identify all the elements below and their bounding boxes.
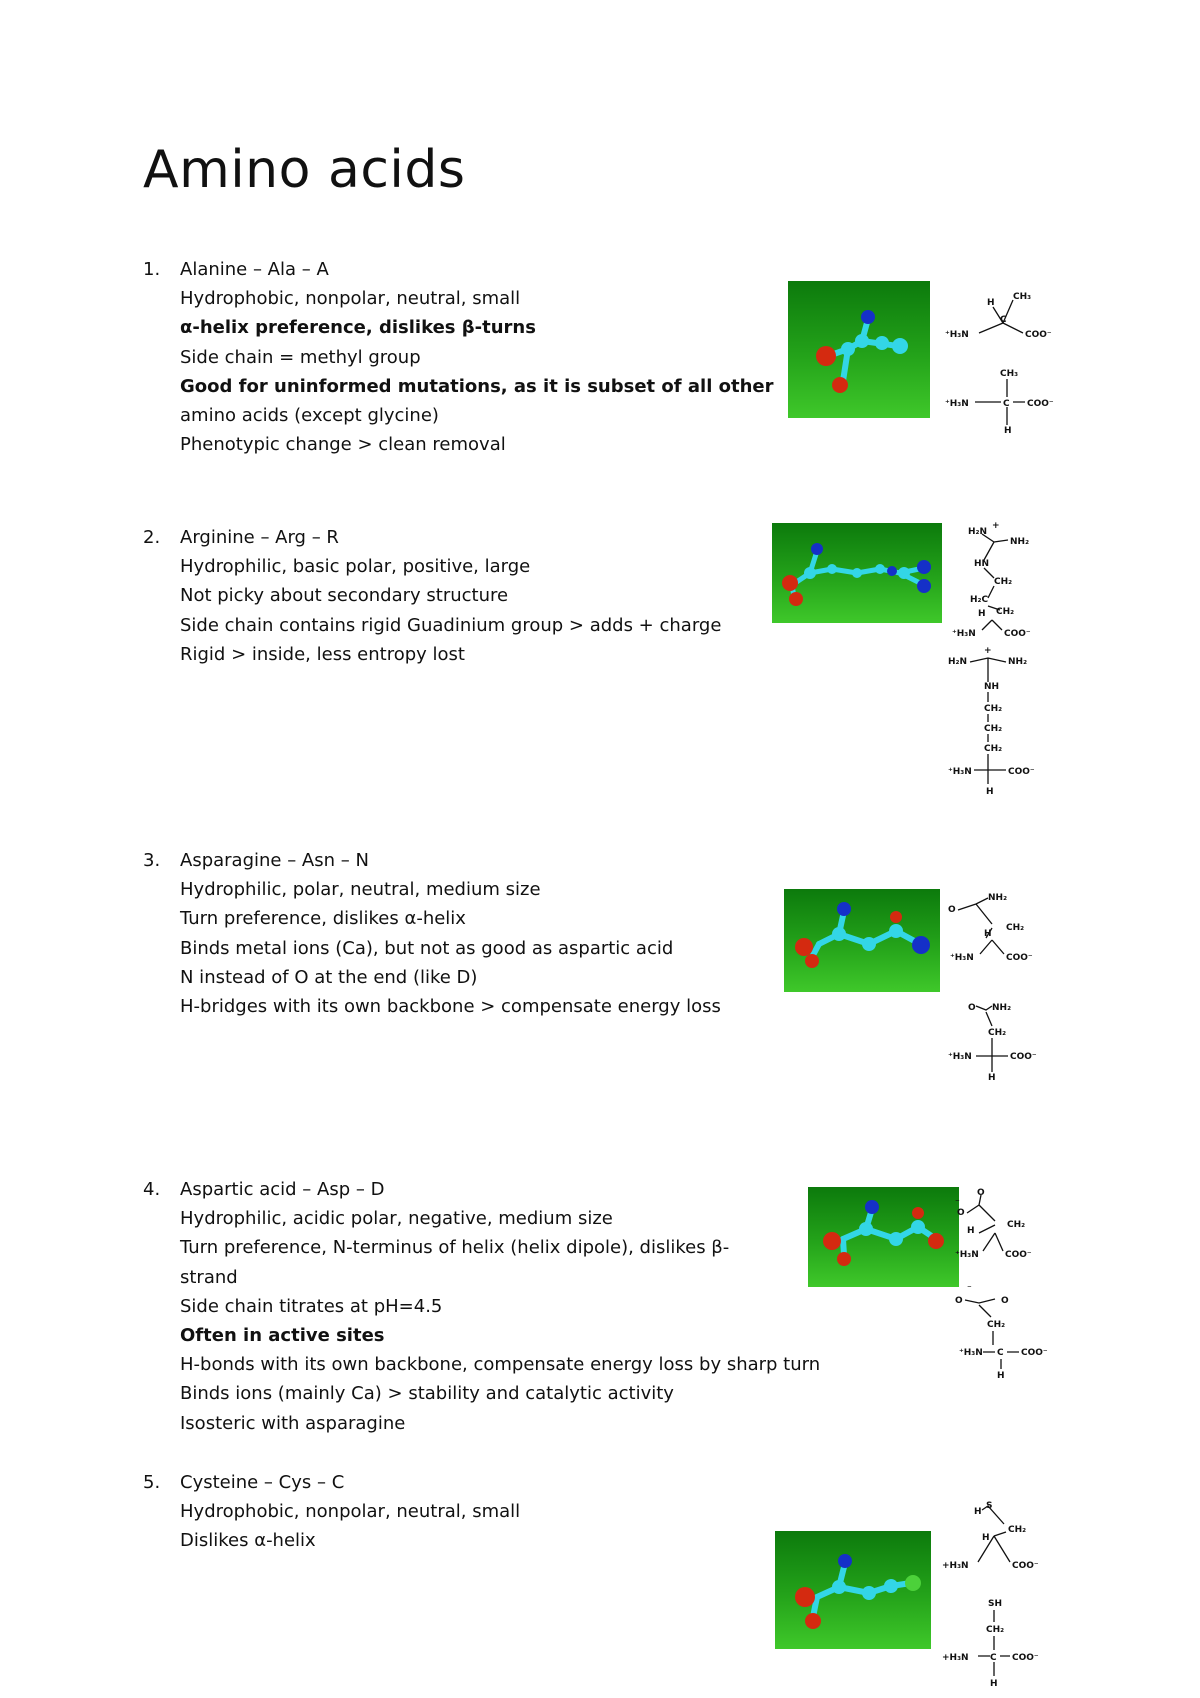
svg-text:CH₂: CH₂: [986, 1625, 1005, 1635]
alanine-3d-model: [788, 281, 930, 418]
svg-text:H: H: [982, 1533, 990, 1543]
svg-text:H: H: [990, 1679, 998, 1689]
svg-text:O: O: [955, 1296, 963, 1306]
line: Turn preference, N-terminus of helix (helix dipole), dislikes β-: [180, 1237, 730, 1259]
svg-text:CH₂: CH₂: [1007, 1220, 1026, 1230]
line: 2. Arginine – Arg – R: [143, 523, 721, 552]
line: Side chain = methyl group: [180, 346, 421, 368]
section-arginine: [143, 523, 721, 669]
svg-text:H: H: [986, 787, 994, 797]
svg-text:NH: NH: [984, 682, 1000, 692]
line: Hydrophobic, nonpolar, neutral, small: [180, 1501, 521, 1523]
svg-text:H₂C: H₂C: [970, 595, 989, 605]
svg-text:+: +: [984, 646, 992, 656]
section-alanine: [143, 255, 774, 459]
asparagine-structure: [948, 888, 1060, 1083]
aspartic-acid-3d-model: [808, 1187, 959, 1287]
svg-text:⁻: ⁻: [967, 1284, 972, 1294]
svg-text:O: O: [957, 1208, 965, 1218]
svg-text:H: H: [967, 1226, 975, 1236]
svg-text:COO⁻: COO⁻: [1025, 330, 1052, 340]
svg-text:⁺H₃N: ⁺H₃N: [948, 1052, 972, 1062]
line: N instead of O at the end (like D): [180, 966, 478, 988]
line: Dislikes α-helix: [180, 1530, 316, 1552]
svg-text:NH₂: NH₂: [992, 1003, 1012, 1013]
svg-text:⁺H₃N: ⁺H₃N: [952, 629, 976, 639]
svg-text:NH₂: NH₂: [1008, 657, 1028, 667]
svg-text:H: H: [974, 1507, 982, 1517]
line: Turn preference, dislikes α-helix: [180, 908, 466, 930]
svg-text:COO⁻: COO⁻: [1008, 767, 1035, 777]
svg-text:H: H: [978, 609, 986, 619]
svg-text:O: O: [968, 1003, 976, 1013]
svg-text:COO⁻: COO⁻: [1004, 629, 1031, 639]
svg-text:COO⁻: COO⁻: [1010, 1052, 1037, 1062]
svg-text:COO⁻: COO⁻: [1027, 399, 1054, 409]
aspartic-acid-structure: [955, 1185, 1065, 1385]
line: Hydrophilic, basic polar, positive, large: [180, 556, 531, 578]
svg-text:NH₂: NH₂: [988, 893, 1008, 903]
svg-text:O: O: [948, 905, 956, 915]
svg-text:⁻: ⁻: [955, 1198, 960, 1208]
line: Not picky about secondary structure: [180, 585, 509, 607]
svg-text:+H₃N: +H₃N: [942, 1561, 969, 1571]
section-aspartic-acid: [143, 1175, 820, 1438]
svg-text:CH₂: CH₂: [1006, 923, 1025, 933]
svg-text:COO⁻: COO⁻: [1021, 1348, 1048, 1358]
svg-text:⁺H₃N: ⁺H₃N: [948, 767, 972, 777]
svg-text:CH₃: CH₃: [1000, 369, 1019, 379]
list-number: 5.: [143, 1472, 161, 1493]
line: 3. Asparagine – Asn – N: [143, 846, 721, 875]
list-number: 4.: [143, 1179, 161, 1200]
arginine-3d-model: [772, 523, 942, 623]
svg-text:COO⁻: COO⁻: [1005, 1250, 1032, 1260]
line: Binds metal ions (Ca), but not as good as aspartic acid: [180, 937, 674, 959]
svg-text:H: H: [1004, 426, 1012, 436]
line: Good for uninformed mutations, as it is subset of all other: [180, 375, 774, 397]
line: Hydrophilic, acidic polar, negative, medium size: [180, 1208, 613, 1230]
svg-text:S: S: [986, 1501, 993, 1511]
arginine-structure: [948, 522, 1060, 797]
page-title: Amino acids: [143, 140, 466, 200]
line: 1. Alanine – Ala – A: [143, 255, 774, 284]
line: Side chain titrates at pH=4.5: [180, 1295, 443, 1317]
line: Side chain contains rigid Guadinium group > adds + charge: [180, 614, 722, 636]
svg-text:CH₂: CH₂: [984, 704, 1003, 714]
cysteine-structure: [942, 1496, 1057, 1696]
svg-text:COO⁻: COO⁻: [1012, 1561, 1039, 1571]
svg-text:⁺H₃N: ⁺H₃N: [950, 953, 974, 963]
svg-text:SH: SH: [988, 1599, 1003, 1609]
section-cysteine: [143, 1468, 520, 1556]
svg-text:CH₂: CH₂: [994, 577, 1013, 587]
line: Rigid > inside, less entropy lost: [180, 643, 465, 665]
svg-text:H: H: [997, 1371, 1005, 1381]
line: strand: [180, 1266, 238, 1288]
svg-text:COO⁻: COO⁻: [1012, 1653, 1039, 1663]
svg-text:C: C: [1000, 315, 1007, 325]
svg-text:CH₂: CH₂: [996, 607, 1015, 617]
list-number: 1.: [143, 259, 161, 280]
line: Isosteric with asparagine: [180, 1412, 406, 1434]
svg-text:CH₂: CH₂: [984, 724, 1003, 734]
line: Phenotypic change > clean removal: [180, 434, 506, 456]
svg-text:CH₂: CH₂: [984, 744, 1003, 754]
line: Binds ions (mainly Ca) > stability and catalytic activity: [180, 1383, 674, 1405]
svg-text:CH₂: CH₂: [988, 1028, 1007, 1038]
svg-text:NH₂: NH₂: [1010, 537, 1030, 547]
svg-text:+H₃N: +H₃N: [942, 1653, 969, 1663]
svg-text:C: C: [997, 1348, 1004, 1358]
line: H-bridges with its own backbone > compensate energy loss: [180, 995, 721, 1017]
svg-text:CH₃: CH₃: [1013, 292, 1032, 302]
svg-text:O: O: [977, 1188, 985, 1198]
line: amino acids (except glycine): [180, 404, 439, 426]
svg-text:HN: HN: [974, 559, 990, 569]
svg-text:⁺H₃N: ⁺H₃N: [945, 330, 969, 340]
line: Hydrophobic, nonpolar, neutral, small: [180, 288, 521, 310]
line: Often in active sites: [180, 1324, 385, 1346]
line: Hydrophilic, polar, neutral, medium size: [180, 879, 541, 901]
list-number: 3.: [143, 850, 161, 871]
svg-text:O: O: [1001, 1296, 1009, 1306]
svg-text:⁺H₃N: ⁺H₃N: [959, 1348, 983, 1358]
list-number: 2.: [143, 527, 161, 548]
svg-text:H₂N: H₂N: [968, 527, 988, 537]
svg-text:COO⁻: COO⁻: [1006, 953, 1033, 963]
svg-text:⁺H₃N: ⁺H₃N: [945, 399, 969, 409]
asparagine-3d-model: [784, 889, 940, 992]
svg-text:C: C: [990, 1653, 997, 1663]
svg-text:H: H: [988, 1073, 996, 1083]
svg-text:C: C: [1003, 399, 1010, 409]
svg-text:⁺H₃N: ⁺H₃N: [955, 1250, 979, 1260]
cysteine-3d-model: [775, 1531, 931, 1649]
line: 5. Cysteine – Cys – C: [143, 1468, 520, 1497]
svg-text:+: +: [992, 521, 1000, 531]
line: α-helix preference, dislikes β-turns: [180, 317, 536, 339]
svg-text:CH₂: CH₂: [1008, 1525, 1027, 1535]
alanine-structure: [945, 285, 1065, 440]
svg-text:H₂N: H₂N: [948, 657, 968, 667]
line: H-bonds with its own backbone, compensate energy loss by sharp turn: [180, 1354, 821, 1376]
section-asparagine: [143, 846, 721, 1021]
line: 4. Aspartic acid – Asp – D: [143, 1175, 820, 1204]
svg-text:CH₂: CH₂: [987, 1320, 1006, 1330]
svg-text:H: H: [984, 929, 992, 939]
svg-text:H: H: [987, 298, 995, 308]
